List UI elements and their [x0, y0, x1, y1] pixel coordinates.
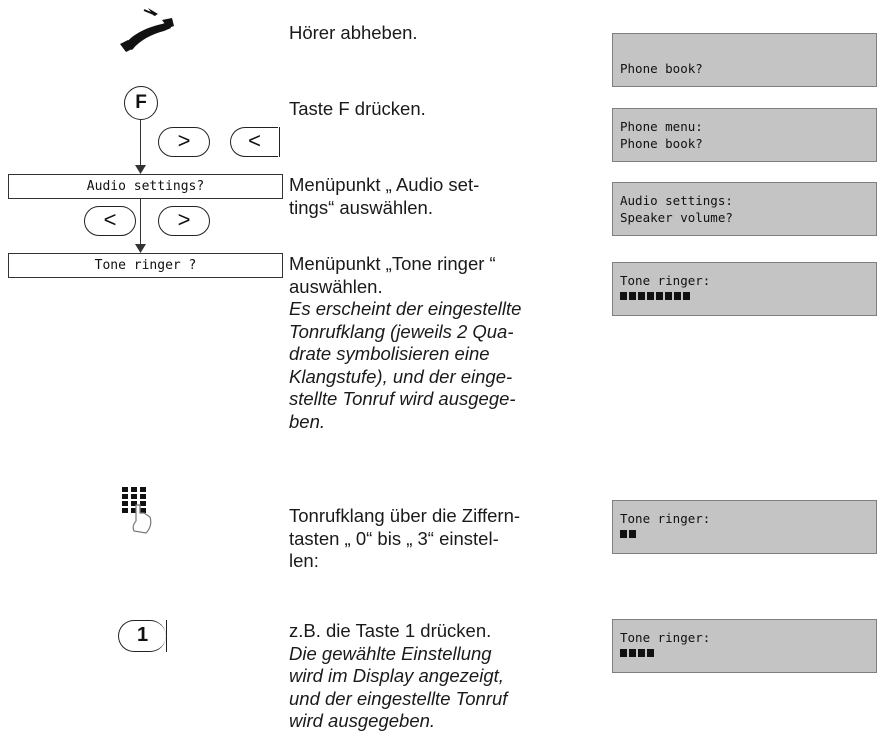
- display-line-2: Speaker volume?: [620, 210, 733, 225]
- next-key[interactable]: [158, 127, 210, 157]
- tone-level-block: [629, 649, 636, 657]
- arrow-down-icon: [135, 244, 146, 253]
- tone-level-block: [647, 292, 654, 300]
- menu-item-audio-settings[interactable]: [8, 174, 283, 199]
- arrow-down-icon: [135, 165, 146, 174]
- display-2: [612, 108, 877, 162]
- display-3: [612, 182, 877, 236]
- tone-level-block: [629, 292, 636, 300]
- prev-key-label: <: [103, 207, 117, 232]
- display-line-1: Tone ringer:: [620, 273, 711, 288]
- display-line-1: Phone menu:: [620, 119, 703, 134]
- tone-level-block: [683, 292, 690, 300]
- display-6: [612, 619, 877, 673]
- display-line-1: Tone ringer:: [620, 511, 711, 526]
- tone-level-block: [674, 292, 681, 300]
- f-key[interactable]: [124, 86, 158, 120]
- tone-level-bar: [620, 649, 876, 657]
- step-3-instruction: Menüpunkt „ Audio set- tings“ auswählen.: [289, 174, 480, 218]
- tone-level-block: [638, 649, 645, 657]
- menu-item-tone-ringer[interactable]: [8, 253, 283, 278]
- tone-level-bar: [620, 530, 876, 538]
- display-1: [612, 33, 877, 87]
- next-key[interactable]: [158, 206, 210, 236]
- step-6-instruction: z.B. die Taste 1 drücken.: [289, 620, 492, 641]
- step-4-instruction: Menüpunkt „Tone ringer “ auswählen.: [289, 253, 496, 297]
- display-line-2: Phone book?: [620, 136, 703, 151]
- next-key-label: >: [177, 128, 191, 153]
- tone-level-block: [620, 292, 627, 300]
- step-5-text: [289, 505, 589, 573]
- tone-level-block: [656, 292, 663, 300]
- step-6-note: Die gewählte Einstellung wird im Display angezeigt, und der eingestellte Tonruf wird ausgegeben.: [289, 642, 508, 731]
- digit-1-key-label: 1: [136, 624, 149, 646]
- display-line-2: Phone book?: [620, 61, 703, 76]
- tone-level-block: [647, 649, 654, 657]
- display-line-1: [620, 43, 876, 60]
- menu-item-tone-ringer-label: Tone ringer ?: [94, 258, 197, 273]
- tone-level-block: [629, 530, 636, 538]
- f-key-label: F: [135, 92, 147, 113]
- tone-level-block: [638, 292, 645, 300]
- step-6-text: [289, 620, 589, 733]
- tone-level-block: [620, 649, 627, 657]
- prev-key[interactable]: [230, 127, 278, 157]
- handset-lift-icon: [118, 6, 176, 52]
- keypad-icon: [122, 487, 156, 535]
- step-4-text: [289, 253, 589, 433]
- digit-1-key[interactable]: [118, 620, 166, 652]
- step-5-instruction: Tonrufklang über die Ziffern- tasten „ 0“ bis „ 3“ einstel- len:: [289, 505, 521, 571]
- step-2-instruction: Taste F drücken.: [289, 98, 426, 119]
- step-1-instruction: Hörer abheben.: [289, 22, 418, 43]
- prev-key-label: <: [248, 128, 261, 153]
- step-3-text: [289, 174, 589, 219]
- display-line-1: Audio settings:: [620, 193, 733, 208]
- step-1-text: [289, 22, 589, 45]
- tone-level-bar: [620, 292, 876, 300]
- display-4: [612, 262, 877, 316]
- prev-key[interactable]: [84, 206, 136, 236]
- step-2-text: [289, 98, 589, 121]
- display-5: [612, 500, 877, 554]
- next-key-label: >: [177, 207, 191, 232]
- menu-item-audio-settings-label: Audio settings?: [86, 179, 205, 194]
- key-bracket: [276, 127, 280, 157]
- display-line-1: Tone ringer:: [620, 630, 711, 645]
- tone-level-block: [620, 530, 627, 538]
- key-bracket: [163, 620, 167, 652]
- tone-level-block: [665, 292, 672, 300]
- step-4-note: Es erscheint der eingestellte Tonrufklang (jeweils 2 Qua- drate symbolisieren eine Klangstufe), und der einge- stellte Tonruf wird ausgege- ben.: [289, 298, 522, 432]
